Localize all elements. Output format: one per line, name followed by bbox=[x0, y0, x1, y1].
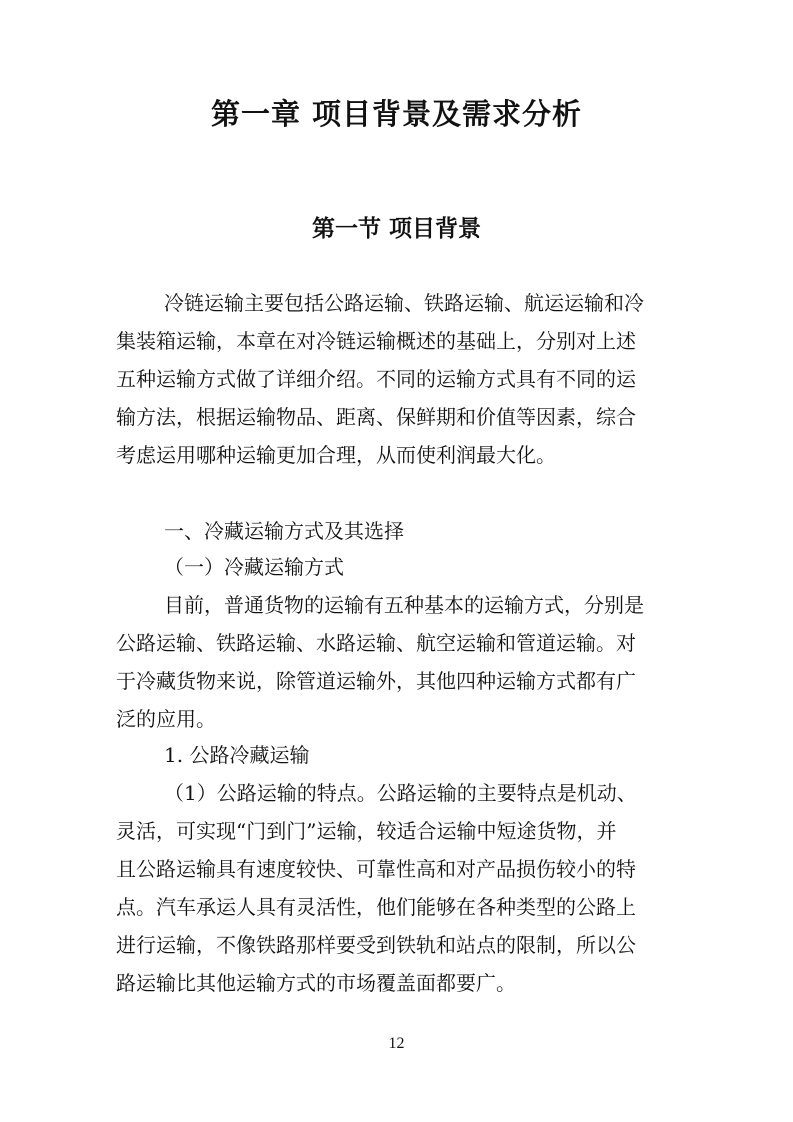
paragraph-line: 点。汽车承运人具有灵活性，他们能够在各种类型的公路上 bbox=[116, 895, 636, 919]
paragraph-line: 公路运输、铁路运输、水路运输、航空运输和管道运输。对 bbox=[116, 631, 636, 655]
paragraph-line: 进行运输，不像铁路那样要受到铁轨和站点的限制，所以公 bbox=[116, 933, 636, 957]
paragraph-line: 灵活，可实现“门到门”运输，较适合运输中短途货物，并 bbox=[116, 819, 617, 843]
paragraph-line: 且公路运输具有速度较快、可靠性高和对产品损伤较小的特 bbox=[116, 857, 636, 881]
page-number: 12 bbox=[388, 1035, 405, 1052]
paragraph-line: （1）公路运输的特点。公路运输的主要特点是机动、 bbox=[164, 781, 637, 805]
section-title: 第一节 项目背景 bbox=[311, 216, 481, 242]
paragraph-line: 于冷藏货物来说，除管道运输外，其他四种运输方式都有广 bbox=[116, 669, 636, 693]
subheading-line: 一、冷藏运输方式及其选择 bbox=[164, 519, 404, 543]
paragraph-line: 输方法，根据运输物品、距离、保鲜期和价值等因素，综合 bbox=[116, 405, 636, 429]
paragraph-line: 路运输比其他运输方式的市场覆盖面都要广。 bbox=[116, 971, 516, 995]
chapter-title: 第一章 项目背景及需求分析 bbox=[210, 97, 583, 131]
paragraph-line: 泛的应用。 bbox=[116, 707, 216, 731]
paragraph-line: 集装箱运输，本章在对冷链运输概述的基础上，分别对上述 bbox=[116, 329, 636, 353]
paragraph-line: 考虑运用哪种运输更加合理，从而使利润最大化。 bbox=[116, 443, 556, 467]
subheading-line: 1. 公路冷藏运输 bbox=[164, 743, 310, 767]
paragraph-line: 五种运输方式做了详细介绍。不同的运输方式具有不同的运 bbox=[116, 367, 636, 391]
paragraph-line: 冷链运输主要包括公路运输、铁路运输、航运运输和冷 bbox=[164, 291, 644, 315]
subheading-line: （一）冷藏运输方式 bbox=[164, 555, 344, 579]
paragraph-line: 目前，普通货物的运输有五种基本的运输方式，分别是 bbox=[164, 593, 644, 617]
